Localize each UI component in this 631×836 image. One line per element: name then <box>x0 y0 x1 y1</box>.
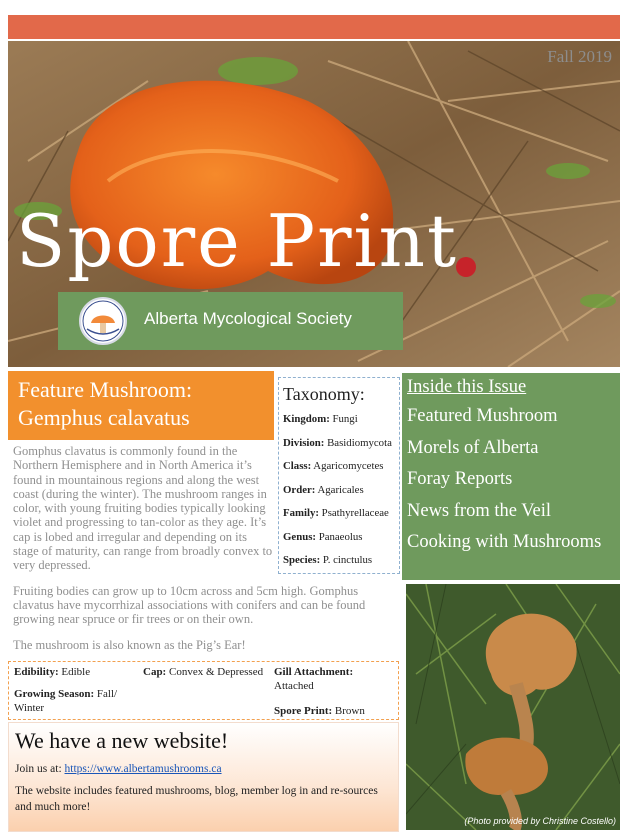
taxonomy-row <box>283 437 395 449</box>
spec-label: Cap: <box>143 666 167 678</box>
spec-value: Fall/ Winter <box>14 688 118 714</box>
mushroom-logo-icon <box>81 299 125 343</box>
spec-value: Convex & Depressed <box>166 666 264 678</box>
spec-label: Growing Season: <box>14 688 95 700</box>
taxonomy-row <box>283 413 395 425</box>
society-name: Alberta Mycological Society <box>144 309 352 328</box>
feature-title-line1: Feature Mushroom: <box>18 377 193 402</box>
taxonomy-value: P. cinctulus <box>320 554 373 566</box>
spec-value: Attached <box>274 680 314 692</box>
spec-label: Spore Print: <box>274 705 333 717</box>
taxonomy-value: Panaeolus <box>316 530 363 543</box>
cover-photo <box>8 41 620 367</box>
spec-label: Edibility: <box>14 666 59 678</box>
gomphus-photo <box>406 584 620 830</box>
inside-this-issue-heading: Inside this Issue <box>407 377 527 397</box>
feature-title-line2: Gemphus calavatus <box>18 405 190 430</box>
taxonomy-row <box>283 531 395 543</box>
taxonomy-value: Fungi <box>329 413 358 425</box>
spec-spore-print <box>274 704 394 718</box>
spec-value: Brown <box>332 705 365 717</box>
taxonomy-label: Kingdom: <box>283 413 330 425</box>
feature-heading-box <box>8 371 274 440</box>
issue-item-morels: Morels of Alberta <box>407 437 539 458</box>
mushroom-specs-box <box>8 661 399 720</box>
taxonomy-value: Basidiomycota <box>324 436 392 449</box>
issue-item-foray-reports: Foray Reports <box>407 469 513 489</box>
website-join-line <box>15 761 392 777</box>
article-paragraph-2: Fruiting bodies can grow up to 10cm across and 5cm high. Gomphus clavatus have mycorrhizal associations with conifers and can be found growing near spruce or fir trees or on their own. <box>13 583 366 627</box>
taxonomy-label: Family: <box>283 507 319 519</box>
issue-item-news: News from the Veil <box>407 500 552 521</box>
taxonomy-label: Order: <box>283 483 316 496</box>
top-color-bar <box>8 15 620 39</box>
issue-item-featured-mushroom: Featured Mushroom <box>407 406 558 426</box>
taxonomy-label: Class: <box>283 460 312 472</box>
spec-label: Gill Attachment: <box>274 666 354 678</box>
society-logo <box>79 297 127 345</box>
issue-item-cooking: Cooking with Mushrooms <box>407 532 602 552</box>
taxonomy-label: Species: <box>283 554 321 566</box>
gomphus-mushroom-image <box>406 584 620 830</box>
taxonomy-value: Agaricomycetes <box>311 460 384 472</box>
taxonomy-title: Taxonomy: <box>283 384 365 404</box>
photo-credit: (Photo provided by Christine Costello) <box>464 816 616 826</box>
taxonomy-row <box>283 484 395 496</box>
spec-edibility <box>14 665 139 679</box>
newsletter-title: Spore Print <box>16 199 458 283</box>
spec-cap <box>143 665 268 679</box>
taxonomy-label: Division: <box>283 436 325 449</box>
website-title: We have a new website! <box>15 728 229 753</box>
taxonomy-row <box>283 460 395 472</box>
taxonomy-value: Psathyrellaceae <box>318 507 389 519</box>
spec-value: Edible <box>58 666 91 678</box>
taxonomy-value: Agaricales <box>315 483 364 496</box>
website-description: The website includes featured mushrooms, blog, member log in and re-sources and much more! <box>15 785 378 813</box>
taxonomy-row <box>283 507 395 519</box>
article-paragraph-1: Gomphus clavatus is commonly found in the Northern Hemisphere and in North America it’s found in mountainous regions and along the west coast (during the winter). The mushroom ranges in color, with young fruiting bodies typically looking violet and progressing to tan-color as they age. It’s cap is lobed and irregular and depending on its stage of maturity, can range from broadly convex to very depressed. <box>13 444 273 573</box>
website-link[interactable]: https://www.albertamushrooms.ca <box>64 763 222 775</box>
article-paragraph-3: The mushroom is also known as the Pig’s Ear! <box>13 637 246 652</box>
taxonomy-label: Genus: <box>283 530 316 543</box>
spec-growing-season <box>14 687 132 715</box>
website-join-text: Join us at: <box>15 763 65 775</box>
issue-season: Fall 2019 <box>547 47 612 66</box>
spec-gill-attachment <box>274 665 394 693</box>
society-banner <box>58 292 403 350</box>
website-announcement <box>8 722 399 832</box>
taxonomy-row <box>283 554 395 566</box>
taxonomy-box <box>278 377 400 574</box>
inside-this-issue-panel <box>402 373 620 580</box>
